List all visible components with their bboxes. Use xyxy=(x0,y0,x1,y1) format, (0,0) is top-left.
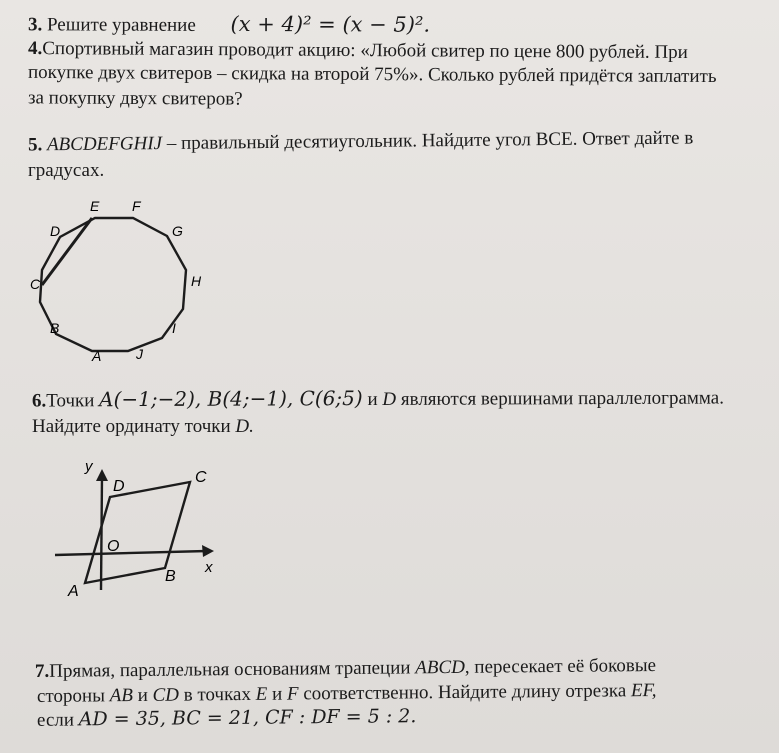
problem-7-text-2e: в точках xyxy=(178,683,256,706)
problem-4-text-3: за покупку двух свитеров? xyxy=(27,87,243,110)
decagon-label-i: I xyxy=(172,320,176,336)
problem-7-trapezoid-name: ABCD xyxy=(415,656,465,679)
problem-7-text-2c: и xyxy=(132,684,153,707)
problem-7-line-3 xyxy=(37,705,417,732)
problem-5-number: 5. xyxy=(27,134,43,156)
problem-3-equation: (x + 4)² = (x − 5)². xyxy=(230,12,431,37)
parallelogram-label-c: C xyxy=(195,469,207,486)
y-axis xyxy=(101,476,102,590)
decagon-label-c: C xyxy=(30,276,41,292)
problem-3-number: 3. xyxy=(27,14,43,36)
problem-6-text-1c: являются вершинами параллелограмма. xyxy=(396,387,724,410)
y-axis-arrow xyxy=(96,469,108,481)
parallelogram-label-b: B xyxy=(165,568,176,585)
origin-label: O xyxy=(107,538,120,555)
problem-5-text-1: – правильный десятиугольник. Найдите угол ВСЕ. Ответ дайте в xyxy=(161,127,694,155)
problem-6-points: A(−1;−2), B(4;−1), C(6;5) xyxy=(99,386,363,412)
problem-7-text-2i: соответственно. Найдите длину отрезка xyxy=(298,680,632,705)
problem-7-conditions: AD = 35, BC = 21, CF : DF = 5 : 2. xyxy=(78,705,417,731)
parallelogram-label-a: A xyxy=(68,583,79,600)
problem-7-segment-ef: EF, xyxy=(630,680,657,702)
problem-7-side-ab: AB xyxy=(109,685,133,707)
problem-6-text-1a: Точки xyxy=(46,390,100,412)
problem-7-text-1c: , пересекает её боковые xyxy=(464,655,657,678)
problem-7-text-2a: стороны xyxy=(36,685,110,707)
decagon-label-j: J xyxy=(136,346,143,362)
problem-7-number: 7. xyxy=(34,660,50,682)
x-axis xyxy=(55,551,207,555)
problem-5-polygon-name: ABCDEFGHIJ xyxy=(46,133,163,156)
problem-6-number: 6. xyxy=(31,390,47,412)
problem-6-point-d: D xyxy=(382,388,397,410)
problem-7-point-e: E xyxy=(255,683,268,705)
parallelogram-label-d: D xyxy=(113,478,125,495)
axis-label-x: x xyxy=(205,559,213,576)
x-axis-arrow xyxy=(202,545,214,557)
problem-7-text-3a: если xyxy=(36,709,79,731)
decagon-label-a: A xyxy=(92,348,102,364)
decagon-label-g: G xyxy=(172,223,183,239)
problem-6-text-2: Найдите ординату точки xyxy=(32,416,236,437)
problem-3-text: Решите уравнение xyxy=(46,14,196,36)
axis-label-y: y xyxy=(85,458,93,475)
problem-7-text-2g: и xyxy=(267,683,288,705)
decagon-label-b: B xyxy=(50,320,60,336)
decagon-label-h: H xyxy=(191,273,202,289)
problem-7-point-f: F xyxy=(286,683,299,705)
decagon-label-f: F xyxy=(132,198,141,214)
problem-5-text-2: градусах. xyxy=(28,160,105,181)
decagon-label-d: D xyxy=(50,223,61,239)
problem-4-text-2: покупке двух свитеров – скидка на второй 75%». Сколько рублей придётся заплатить xyxy=(27,61,717,88)
problem-7-side-cd: CD xyxy=(152,684,180,706)
problem-6-text-1b: и xyxy=(362,388,383,411)
problem-6-text-2-d: D. xyxy=(235,416,254,437)
problem-7-text-1a: Прямая, параллельная основаниям трапеции xyxy=(49,657,416,682)
problem-4-number: 4. xyxy=(27,37,43,60)
decagon-label-e: E xyxy=(90,198,100,214)
problem-4-text-1: Спортивный магазин проводит акцию: «Любой свитер по цене 800 рублей. При xyxy=(42,38,688,64)
